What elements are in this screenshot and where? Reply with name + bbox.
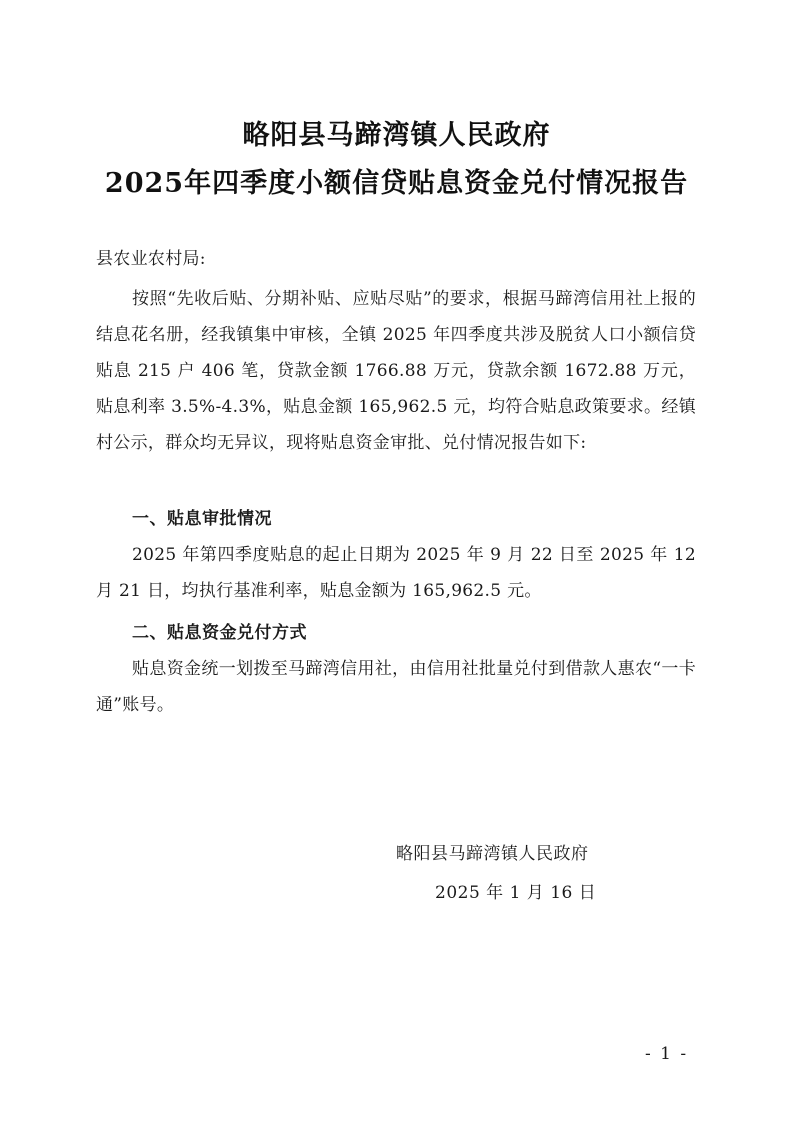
page-number: - 1 -	[645, 1044, 689, 1064]
section1-heading: 一、贴息审批情况	[132, 509, 272, 529]
section1-paragraph: 2025 年第四季度贴息的起止日期为 2025 年 9 月 22 日至 2025 年 12 月 21 日，均执行基准利率，贴息金额为 165,962.5 元。	[96, 545, 696, 601]
document-title-line1: 略阳县马蹄湾镇人民政府	[242, 120, 551, 151]
document-title-line2: 2025年四季度小额信贷贴息资金兑付情况报告	[104, 168, 689, 199]
section2-heading: 二、贴息资金兑付方式	[132, 623, 307, 643]
intro-paragraph: 按照“先收后贴、分期补贴、应贴尽贴”的要求，根据马蹄湾信用社上报的结息花名册，经我镇集中审核，全镇 2025 年四季度共涉及脱贫人口小额信贷贴息 215 户 406 笔，贷款金额 1766.88 万元，贷款余额 1672.88 万元，贴息利率 3.5%-4.3%，贴息金额 165,962.5 元，均符合贴息政策要求。经镇村公示，群众均无异议，现将贴息资金审批、兑付情况报告如下:	[96, 289, 696, 453]
signature-organization: 略阳县马蹄湾镇人民政府	[396, 844, 589, 864]
addressee: 县农业农村局:	[96, 249, 206, 269]
section2-paragraph: 贴息资金统一划拨至马蹄湾信用社，由信用社批量兑付到借款人惠农“一卡通”账号。	[96, 659, 696, 715]
signature-date: 2025 年 1 月 16 日	[435, 883, 597, 903]
